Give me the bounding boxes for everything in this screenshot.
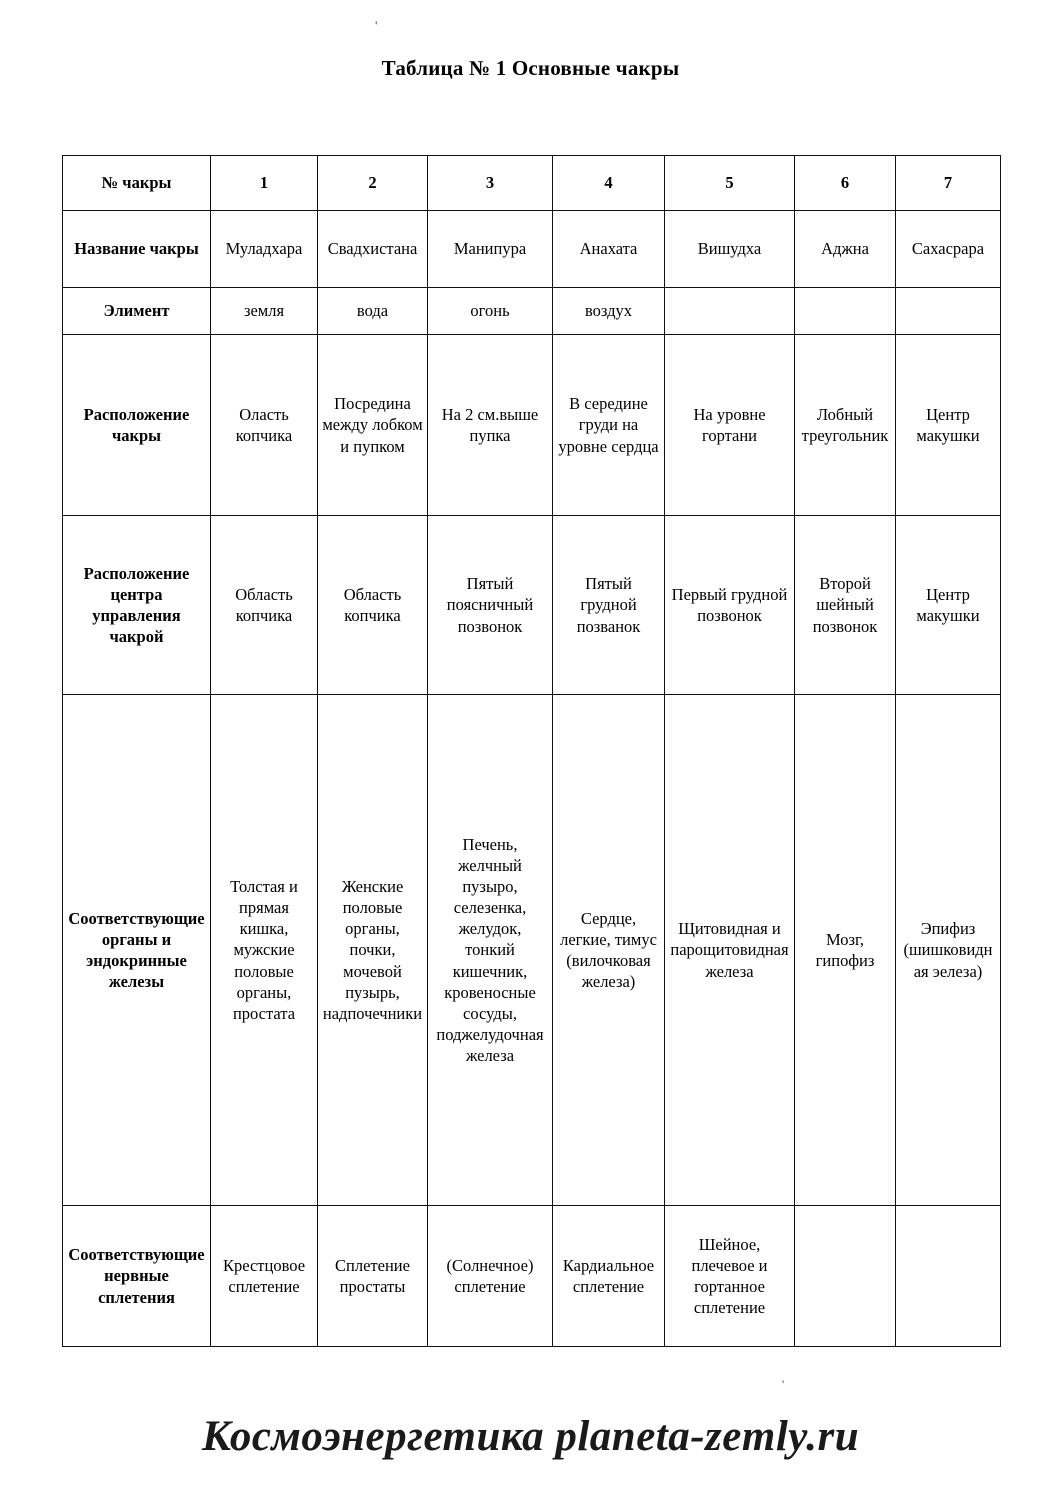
row-header: Название чакры (63, 211, 211, 288)
table-cell: На уровне гортани (665, 335, 795, 516)
table-cell: Второй шейный позвонок (795, 516, 896, 695)
table-row (63, 288, 1001, 335)
table-cell (896, 1206, 1001, 1347)
table-cell: Сахасрара (896, 211, 1001, 288)
table-cell (795, 288, 896, 335)
table-cell: Сердце, легкие, тимус (вилочковая железа) (553, 695, 665, 1206)
table-cell (795, 1206, 896, 1347)
row-header: Расположение чакры (63, 335, 211, 516)
row-header: Соответствующие нервные сплетения (63, 1206, 211, 1347)
table-cell: Щитовидная и парощитовидная железа (665, 695, 795, 1206)
table-cell: Оласть копчика (211, 335, 318, 516)
table-cell: Аджна (795, 211, 896, 288)
table-cell: В середине груди на уровне сердца (553, 335, 665, 516)
page-tick-mark: ' (782, 1377, 785, 1391)
corner-mark: ' (375, 18, 378, 33)
table-row (63, 1206, 1001, 1347)
table-cell: воздух (553, 288, 665, 335)
table-cell: Область копчика (211, 516, 318, 695)
row-header: № чакры (63, 156, 211, 211)
table-cell: Шейное, плечевое и гортанное сплетение (665, 1206, 795, 1347)
table-cell: вода (318, 288, 428, 335)
table-cell: Сплетение простаты (318, 1206, 428, 1347)
table-cell (896, 288, 1001, 335)
table-cell: Крестцовое сплетение (211, 1206, 318, 1347)
table-cell: Вишудха (665, 211, 795, 288)
table-cell: Посредина между лобком и пупком (318, 335, 428, 516)
table-row (63, 156, 1001, 211)
table-cell: Кардиальное сплетение (553, 1206, 665, 1347)
table-row (63, 335, 1001, 516)
row-header: Расположение центра управления чакрой (63, 516, 211, 695)
table-cell: Первый грудной позвонок (665, 516, 795, 695)
table-cell: На 2 см.выше пупка (428, 335, 553, 516)
chakra-table-container (62, 155, 1000, 1347)
row-header: Элимент (63, 288, 211, 335)
table-cell: Анахата (553, 211, 665, 288)
table-cell: Мозг, гипофиз (795, 695, 896, 1206)
table-cell: 6 (795, 156, 896, 211)
table-cell: Пятый поясничный позвонок (428, 516, 553, 695)
table-cell: 5 (665, 156, 795, 211)
watermark: Космоэнергетика planeta-zemly.ru (201, 1413, 860, 1460)
table-cell: земля (211, 288, 318, 335)
table-cell: 1 (211, 156, 318, 211)
table-cell: Эпифиз (шишковидная эелеза) (896, 695, 1001, 1206)
table-row (63, 516, 1001, 695)
table-cell: (Солнечное) сплетение (428, 1206, 553, 1347)
table-cell: Муладхара (211, 211, 318, 288)
chakra-table (62, 155, 1001, 1347)
table-cell: Пятый грудной позванок (553, 516, 665, 695)
table-cell: Область копчика (318, 516, 428, 695)
table-cell: Лобный треугольник (795, 335, 896, 516)
page-title: Таблица № 1 Основные чакры (381, 56, 680, 80)
table-cell: 4 (553, 156, 665, 211)
table-cell: Свадхистана (318, 211, 428, 288)
table-cell (665, 288, 795, 335)
table-row (63, 211, 1001, 288)
table-cell: Центр макушки (896, 516, 1001, 695)
table-cell: Центр макушки (896, 335, 1001, 516)
table-cell: Печень, желчный пузыро, селезенка, желудок, тонкий кишечник, кровеносные сосуды, поджелудочная железа (428, 695, 553, 1206)
table-cell: Манипура (428, 211, 553, 288)
table-row (63, 695, 1001, 1206)
table-cell: 2 (318, 156, 428, 211)
table-cell: 7 (896, 156, 1001, 211)
row-header: Соответствующие органы и эндокринные железы (63, 695, 211, 1206)
table-cell: Женские половые органы, почки, мочевой пузырь, надпочечники (318, 695, 428, 1206)
table-cell: 3 (428, 156, 553, 211)
table-cell: Толстая и прямая кишка, мужские половые органы, простата (211, 695, 318, 1206)
table-cell: огонь (428, 288, 553, 335)
